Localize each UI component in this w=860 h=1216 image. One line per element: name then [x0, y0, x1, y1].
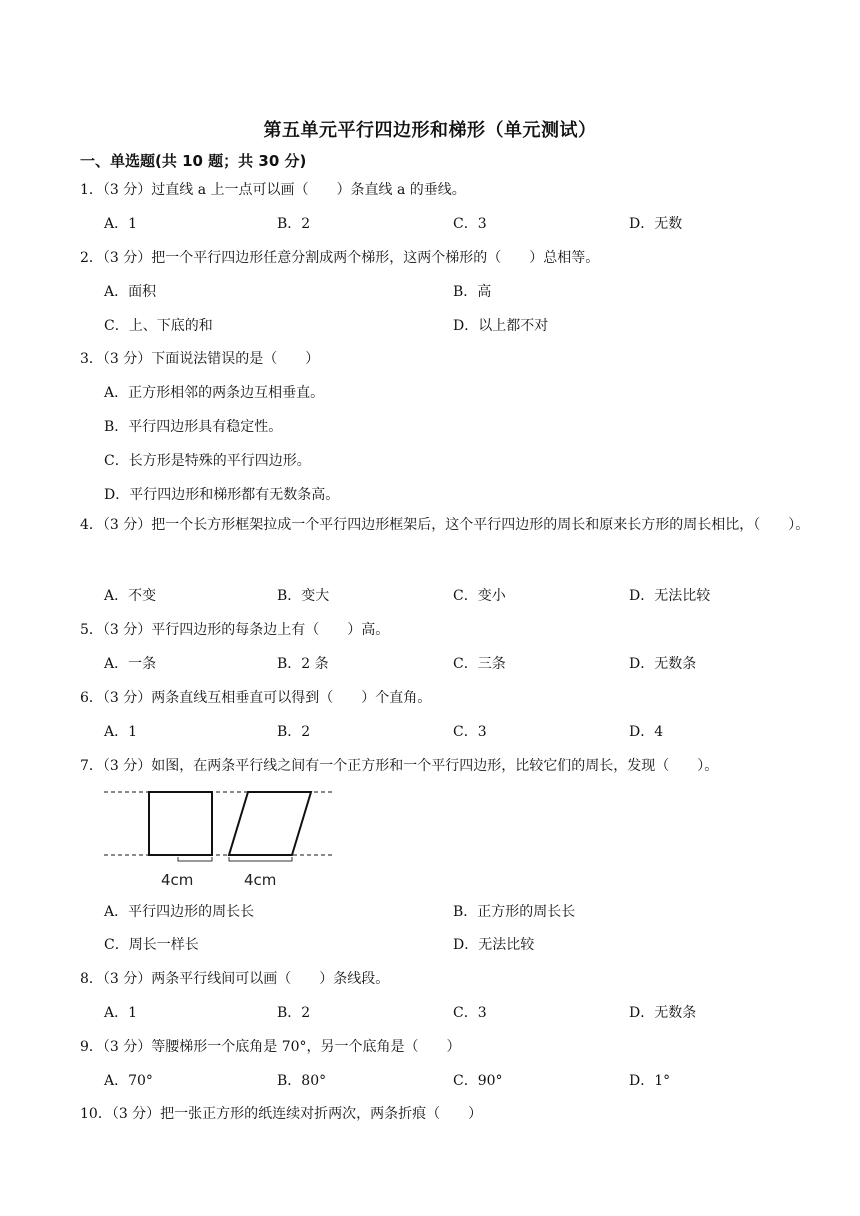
- question-9-option-b[interactable]: B．80°: [277, 1073, 327, 1089]
- parallelogram-base-bracket: [229, 857, 292, 861]
- square-base-bracket: [178, 857, 212, 861]
- question-4-option-a[interactable]: A．不变: [104, 588, 157, 604]
- question-7-figure: [100, 784, 340, 890]
- question-6-option-d[interactable]: D．4: [629, 724, 664, 740]
- question-2-option-a[interactable]: A．面积: [104, 284, 157, 300]
- question-5-stem: 5．（3 分）平行四边形的每条边上有（ ）高。: [80, 622, 390, 638]
- question-1-option-a[interactable]: A．1: [104, 216, 138, 232]
- question-3-option-c[interactable]: C．长方形是特殊的平行四边形。: [104, 453, 311, 469]
- question-7-option-a[interactable]: A．平行四边形的周长长: [104, 904, 255, 920]
- question-6-option-a[interactable]: A．1: [104, 724, 138, 740]
- page-title: 第五单元平行四边形和梯形（单元测试）: [263, 120, 597, 141]
- square-shape: [149, 792, 212, 855]
- question-2-option-c[interactable]: C．上、下底的和: [104, 318, 213, 334]
- question-3-option-d[interactable]: D．平行四边形和梯形都有无数条高。: [104, 487, 340, 503]
- question-3-stem: 3．（3 分）下面说法错误的是（ ）: [80, 351, 320, 367]
- question-6-option-b[interactable]: B．2: [277, 724, 311, 740]
- parallelogram-shape: [229, 792, 311, 855]
- question-2-option-b[interactable]: B．高: [453, 284, 492, 300]
- question-9-stem: 9．（3 分）等腰梯形一个底角是 70°，另一个底角是（ ）: [80, 1039, 461, 1055]
- question-6-option-c[interactable]: C．3: [453, 724, 487, 740]
- question-5-option-b[interactable]: B．2 条: [277, 656, 329, 672]
- section-heading: 一、单选题(共 10 题；共 30 分): [80, 152, 307, 170]
- question-3-option-b[interactable]: B．平行四边形具有稳定性。: [104, 419, 283, 435]
- question-4-stem: 4．（3 分）把一个长方形框架拉成一个平行四边形框架后，这个平行四边形的周长和原来长方形的周长相比，（ ）。: [80, 517, 810, 533]
- question-5-option-d[interactable]: D．无数条: [629, 656, 697, 672]
- question-4-option-c[interactable]: C．变小: [453, 588, 506, 604]
- question-7-option-b[interactable]: B．正方形的周长长: [453, 904, 576, 920]
- question-3-option-a[interactable]: A．正方形相邻的两条边互相垂直。: [104, 385, 325, 401]
- square-side-label: 4cm: [161, 871, 194, 889]
- question-4-option-d[interactable]: D．无法比较: [629, 588, 711, 604]
- question-2-stem: 2．（3 分）把一个平行四边形任意分割成两个梯形，这两个梯形的（ ）总相等。: [80, 250, 600, 266]
- question-9-option-a[interactable]: A．70°: [104, 1073, 153, 1089]
- question-8-option-c[interactable]: C．3: [453, 1005, 487, 1021]
- question-1-option-b[interactable]: B．2: [277, 216, 311, 232]
- parallelogram-side-label: 4cm: [244, 871, 277, 889]
- question-4-option-b[interactable]: B．变大: [277, 588, 330, 604]
- question-1-option-d[interactable]: D．无数: [629, 216, 683, 232]
- question-8-option-a[interactable]: A．1: [104, 1005, 138, 1021]
- question-1-stem: 1．（3 分）过直线 a 上一点可以画（ ）条直线 a 的垂线。: [80, 182, 466, 198]
- question-5-option-a[interactable]: A．一条: [104, 656, 157, 672]
- question-7-option-c[interactable]: C．周长一样长: [104, 937, 199, 953]
- question-8-option-d[interactable]: D．无数条: [629, 1005, 697, 1021]
- question-8-stem: 8．（3 分）两条平行线间可以画（ ）条线段。: [80, 971, 390, 987]
- question-6-stem: 6．（3 分）两条直线互相垂直可以得到（ ）个直角。: [80, 690, 432, 706]
- question-9-option-d[interactable]: D．1°: [629, 1073, 671, 1089]
- question-8-option-b[interactable]: B．2: [277, 1005, 311, 1021]
- question-5-option-c[interactable]: C．三条: [453, 656, 506, 672]
- question-1-option-c[interactable]: C．3: [453, 216, 487, 232]
- question-10-stem: 10．（3 分）把一张正方形的纸连续对折两次，两条折痕（ ）: [80, 1106, 483, 1122]
- question-7-option-d[interactable]: D．无法比较: [453, 937, 535, 953]
- question-2-option-d[interactable]: D．以上都不对: [453, 318, 549, 334]
- question-7-stem: 7．（3 分）如图，在两条平行线之间有一个正方形和一个平行四边形，比较它们的周长，发现（ ）。: [80, 758, 719, 774]
- question-9-option-c[interactable]: C．90°: [453, 1073, 503, 1089]
